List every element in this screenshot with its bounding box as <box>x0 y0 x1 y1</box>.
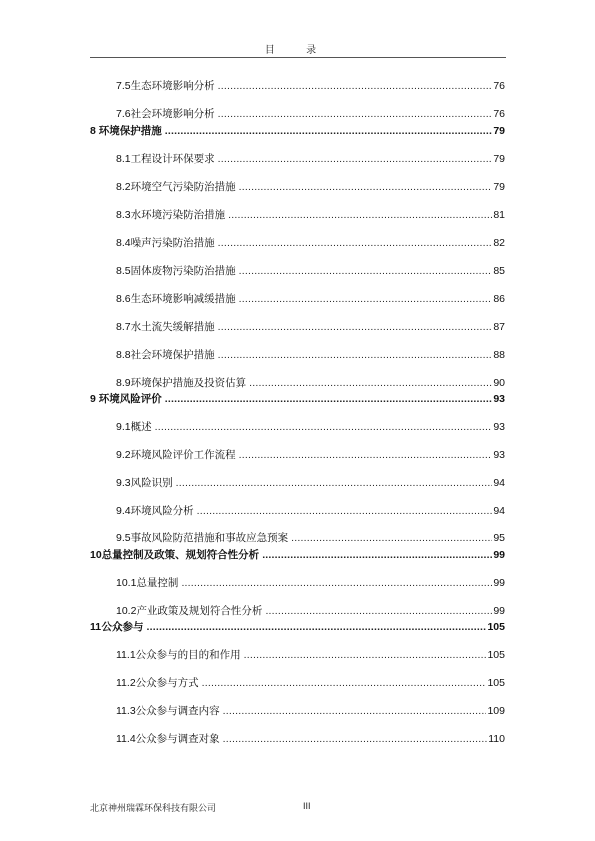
toc-entry[interactable] <box>116 236 505 250</box>
toc-dot-leader <box>291 531 492 545</box>
toc-entry-title: 公众参与 <box>101 621 144 633</box>
toc-entry-title: 风险识别 <box>130 477 173 489</box>
toc-entry-title: 概述 <box>130 421 152 433</box>
toc-entry-title: 总量控制 <box>136 577 179 589</box>
toc-entry-number: 9 <box>90 393 96 405</box>
toc-entry-number: 8.4 <box>116 237 131 249</box>
toc-entry[interactable] <box>116 376 505 390</box>
toc-dot-leader <box>228 208 492 222</box>
toc-entry[interactable] <box>116 676 505 690</box>
toc-entry-page: 99 <box>493 549 505 561</box>
toc-heading: 目 录 <box>264 45 331 56</box>
toc-dot-leader <box>165 124 493 138</box>
toc-entry-page: 95 <box>493 532 505 544</box>
toc-entry[interactable] <box>116 448 505 462</box>
toc-entry-number: 8 <box>90 125 96 137</box>
toc-entry-number: 11.2 <box>116 677 136 689</box>
toc-entry-page: 79 <box>493 125 505 137</box>
toc-entry-page: 86 <box>493 293 505 305</box>
toc-entry[interactable] <box>90 548 505 562</box>
toc-entry-title: 社会环境保护措施 <box>130 349 215 361</box>
toc-entry-page: 76 <box>493 108 505 120</box>
toc-dot-leader <box>249 376 492 390</box>
toc-entry-title: 生态环境影响分析 <box>130 80 215 92</box>
toc-entry-title: 工程设计环保要求 <box>130 153 215 165</box>
toc-entry-page: 87 <box>493 321 505 333</box>
toc-dot-leader <box>239 292 493 306</box>
toc-entry-number: 10 <box>90 549 102 561</box>
toc-entry-title: 公众参与的目的和作用 <box>135 649 241 661</box>
toc-entry-title: 总量控制及政策、规划符合性分析 <box>101 549 260 561</box>
toc-entry-title: 噪声污染防治措施 <box>130 237 215 249</box>
toc-entry-page: 105 <box>487 621 505 633</box>
toc-entry[interactable] <box>116 476 505 490</box>
toc-entry-title: 公众参与调查对象 <box>135 733 220 745</box>
toc-entry[interactable] <box>116 420 505 434</box>
toc-entry-page: 81 <box>493 209 505 221</box>
toc-entry-number: 11 <box>90 621 102 633</box>
toc-entry[interactable] <box>90 620 505 634</box>
toc-entry-title: 固体废物污染防治措施 <box>130 265 236 277</box>
toc-dot-leader <box>223 704 487 718</box>
toc-entry[interactable] <box>116 79 505 93</box>
toc-dot-leader <box>197 504 493 518</box>
toc-entry-page: 105 <box>487 649 505 661</box>
toc-entry-title: 环境风险评价工作流程 <box>130 449 236 461</box>
toc-dot-leader <box>265 604 492 618</box>
toc-entry[interactable] <box>116 348 505 362</box>
toc-dot-leader <box>262 548 492 562</box>
toc-entry-title: 环境空气污染防治措施 <box>130 181 236 193</box>
toc-entry-title: 环境风险分析 <box>130 505 194 517</box>
toc-dot-leader <box>146 620 486 634</box>
toc-entry-page: 109 <box>487 705 505 717</box>
toc-entry-number: 11.4 <box>116 733 136 745</box>
toc-entry-page: 99 <box>493 605 505 617</box>
toc-dot-leader <box>218 320 493 334</box>
toc-dot-leader <box>176 476 493 490</box>
toc-entry-page: 90 <box>493 377 505 389</box>
toc-entry-title: 环境保护措施及投资估算 <box>130 377 247 389</box>
toc-entry-page: 110 <box>488 733 505 745</box>
toc-entry-number: 10.1 <box>116 577 137 589</box>
toc-entry-page: 85 <box>493 265 505 277</box>
toc-dot-leader <box>239 264 493 278</box>
toc-entry-title: 环境保护措施 <box>98 125 162 137</box>
footer-company: 北京神州瑞霖环保科技有限公司 <box>90 804 217 814</box>
toc-entry-title: 事故风险防范措施和事故应急预案 <box>130 532 289 544</box>
toc-dot-leader <box>218 348 493 362</box>
toc-entry-number: 9.1 <box>116 421 131 433</box>
toc-entry-number: 8.9 <box>116 377 131 389</box>
toc-entry-title: 社会环境影响分析 <box>130 108 215 120</box>
toc-entry-page: 79 <box>493 153 505 165</box>
toc-dot-leader <box>239 180 493 194</box>
footer-page-number: III <box>303 801 311 811</box>
toc-entry-page: 93 <box>493 393 505 405</box>
toc-entry-page: 94 <box>493 477 505 489</box>
toc-entry[interactable] <box>116 107 505 121</box>
toc-entry-page: 76 <box>493 80 505 92</box>
toc-entry-number: 8.6 <box>116 293 131 305</box>
header-rule <box>90 57 506 58</box>
toc-entry-page: 105 <box>487 677 505 689</box>
toc-entry[interactable] <box>116 208 505 222</box>
toc-entry-page: 99 <box>493 577 505 589</box>
toc-entry[interactable] <box>116 264 505 278</box>
toc-entry-page: 93 <box>493 449 505 461</box>
toc-entry[interactable] <box>90 392 505 406</box>
toc-entry[interactable] <box>90 124 505 138</box>
toc-entry-page: 93 <box>493 421 505 433</box>
toc-dot-leader <box>239 448 493 462</box>
toc-entry-number: 7.6 <box>116 108 131 120</box>
toc-entry[interactable] <box>116 504 505 518</box>
toc-entry-page: 82 <box>493 237 505 249</box>
toc-dot-leader <box>218 152 493 166</box>
toc-dot-leader <box>223 732 488 746</box>
toc-entry[interactable] <box>116 732 505 746</box>
toc-entry-page: 94 <box>493 505 505 517</box>
toc-entry[interactable] <box>116 648 505 662</box>
toc-entry-number: 11.1 <box>116 649 136 661</box>
toc-entry[interactable] <box>116 180 505 194</box>
toc-entry-title: 环境风险评价 <box>98 393 162 405</box>
toc-entry-number: 8.5 <box>116 265 131 277</box>
toc-entry-title: 公众参与调查内容 <box>135 705 220 717</box>
toc-entry[interactable] <box>116 576 505 590</box>
toc-entry-number: 8.1 <box>116 153 131 165</box>
toc-entry-title: 产业政策及规划符合性分析 <box>136 605 263 617</box>
toc-dot-leader <box>218 236 493 250</box>
toc-entry-number: 8.8 <box>116 349 131 361</box>
toc-dot-leader <box>155 420 493 434</box>
toc-entry-number: 11.3 <box>116 705 136 717</box>
toc-entry-number: 8.3 <box>116 209 131 221</box>
toc-dot-leader <box>202 676 487 690</box>
toc-entry-number: 9.3 <box>116 477 131 489</box>
toc-dot-leader <box>218 79 493 93</box>
toc-entry[interactable] <box>116 531 505 545</box>
toc-entry-number: 9.5 <box>116 532 131 544</box>
toc-entry-title: 生态环境影响减缓措施 <box>130 293 236 305</box>
toc-entry-page: 88 <box>493 349 505 361</box>
toc-entry-number: 7.5 <box>116 80 131 92</box>
toc-entry-page: 79 <box>493 181 505 193</box>
toc-dot-leader <box>244 648 487 662</box>
toc-entry[interactable] <box>116 604 505 618</box>
toc-entry-number: 9.4 <box>116 505 131 517</box>
toc-entry[interactable] <box>116 152 505 166</box>
toc-entry[interactable] <box>116 704 505 718</box>
toc-entry-number: 9.2 <box>116 449 131 461</box>
toc-entry[interactable] <box>116 320 505 334</box>
toc-entry-title: 公众参与方式 <box>135 677 199 689</box>
toc-entry[interactable] <box>116 292 505 306</box>
toc-dot-leader <box>218 107 493 121</box>
toc-entry-number: 8.7 <box>116 321 131 333</box>
toc-entry-number: 10.2 <box>116 605 137 617</box>
toc-entry-title: 水环境污染防治措施 <box>130 209 226 221</box>
toc-entry-title: 水土流失缓解措施 <box>130 321 215 333</box>
toc-dot-leader <box>165 392 493 406</box>
toc-entry-number: 8.2 <box>116 181 131 193</box>
toc-dot-leader <box>181 576 492 590</box>
